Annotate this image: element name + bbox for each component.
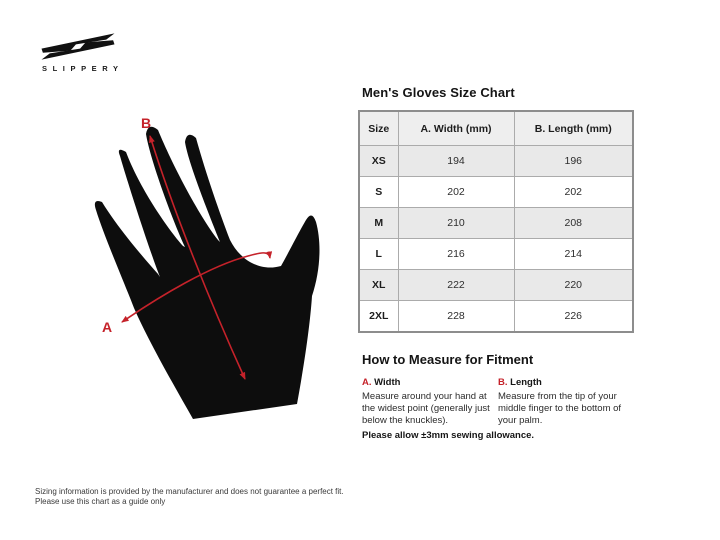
measure-instruction-length xyxy=(498,377,640,428)
measure-length-key: B. xyxy=(498,377,508,388)
table-row xyxy=(359,270,633,301)
measure-width-label: Width xyxy=(374,377,401,388)
table-row xyxy=(359,208,633,239)
hand-shape xyxy=(95,127,320,419)
column-header-width: A. Width (mm) xyxy=(398,111,514,146)
size-value: L xyxy=(359,239,398,270)
disclaimer xyxy=(35,487,344,507)
length-value: 220 xyxy=(514,270,633,301)
size-value: M xyxy=(359,208,398,239)
width-value: 228 xyxy=(398,301,514,333)
sewing-allowance-note: Please allow ±3mm sewing allowance. xyxy=(362,430,535,441)
column-header-size: Size xyxy=(359,111,398,146)
table-row xyxy=(359,177,633,208)
label-b: B xyxy=(141,115,152,131)
width-value: 222 xyxy=(398,270,514,301)
page-title: Men's Gloves Size Chart xyxy=(362,85,515,100)
measure-section-title: How to Measure for Fitment xyxy=(362,352,534,367)
disclaimer-line2: Please use this chart as a guide only xyxy=(35,497,166,506)
brand-logo xyxy=(36,32,124,73)
width-value: 216 xyxy=(398,239,514,270)
measure-length-heading xyxy=(498,377,640,389)
width-value: 202 xyxy=(398,177,514,208)
hand-measure-diagram xyxy=(88,110,350,426)
width-value: 194 xyxy=(398,146,514,177)
length-value: 202 xyxy=(514,177,633,208)
length-value: 214 xyxy=(514,239,633,270)
width-value: 210 xyxy=(398,208,514,239)
table-row xyxy=(359,146,633,177)
size-value: 2XL xyxy=(359,301,398,333)
size-table xyxy=(358,110,634,333)
table-row xyxy=(359,239,633,270)
size-value: S xyxy=(359,177,398,208)
brand-wordmark: SLIPPERY xyxy=(42,64,124,73)
length-value: 208 xyxy=(514,208,633,239)
measure-width-text: Measure around your hand at the widest point (generally just below the knuckles). xyxy=(362,391,490,427)
table-row xyxy=(359,301,633,333)
measure-length-text: Measure from the tip of your middle finger to the bottom of your palm. xyxy=(498,391,622,427)
measure-width-heading xyxy=(362,377,495,389)
length-value: 196 xyxy=(514,146,633,177)
column-header-length: B. Length (mm) xyxy=(514,111,633,146)
measure-length-label: Length xyxy=(510,377,542,388)
label-a: A xyxy=(102,319,113,335)
length-value: 226 xyxy=(514,301,633,333)
size-value: XL xyxy=(359,270,398,301)
measure-instruction-width xyxy=(362,377,495,428)
measure-width-key: A. xyxy=(362,377,372,388)
size-value: XS xyxy=(359,146,398,177)
hand-silhouette xyxy=(88,110,350,426)
table-header-row xyxy=(359,111,633,146)
slippery-s-icon xyxy=(36,32,120,61)
disclaimer-line1: Sizing information is provided by the manufacturer and does not guarantee a perfect fit. xyxy=(35,487,344,496)
